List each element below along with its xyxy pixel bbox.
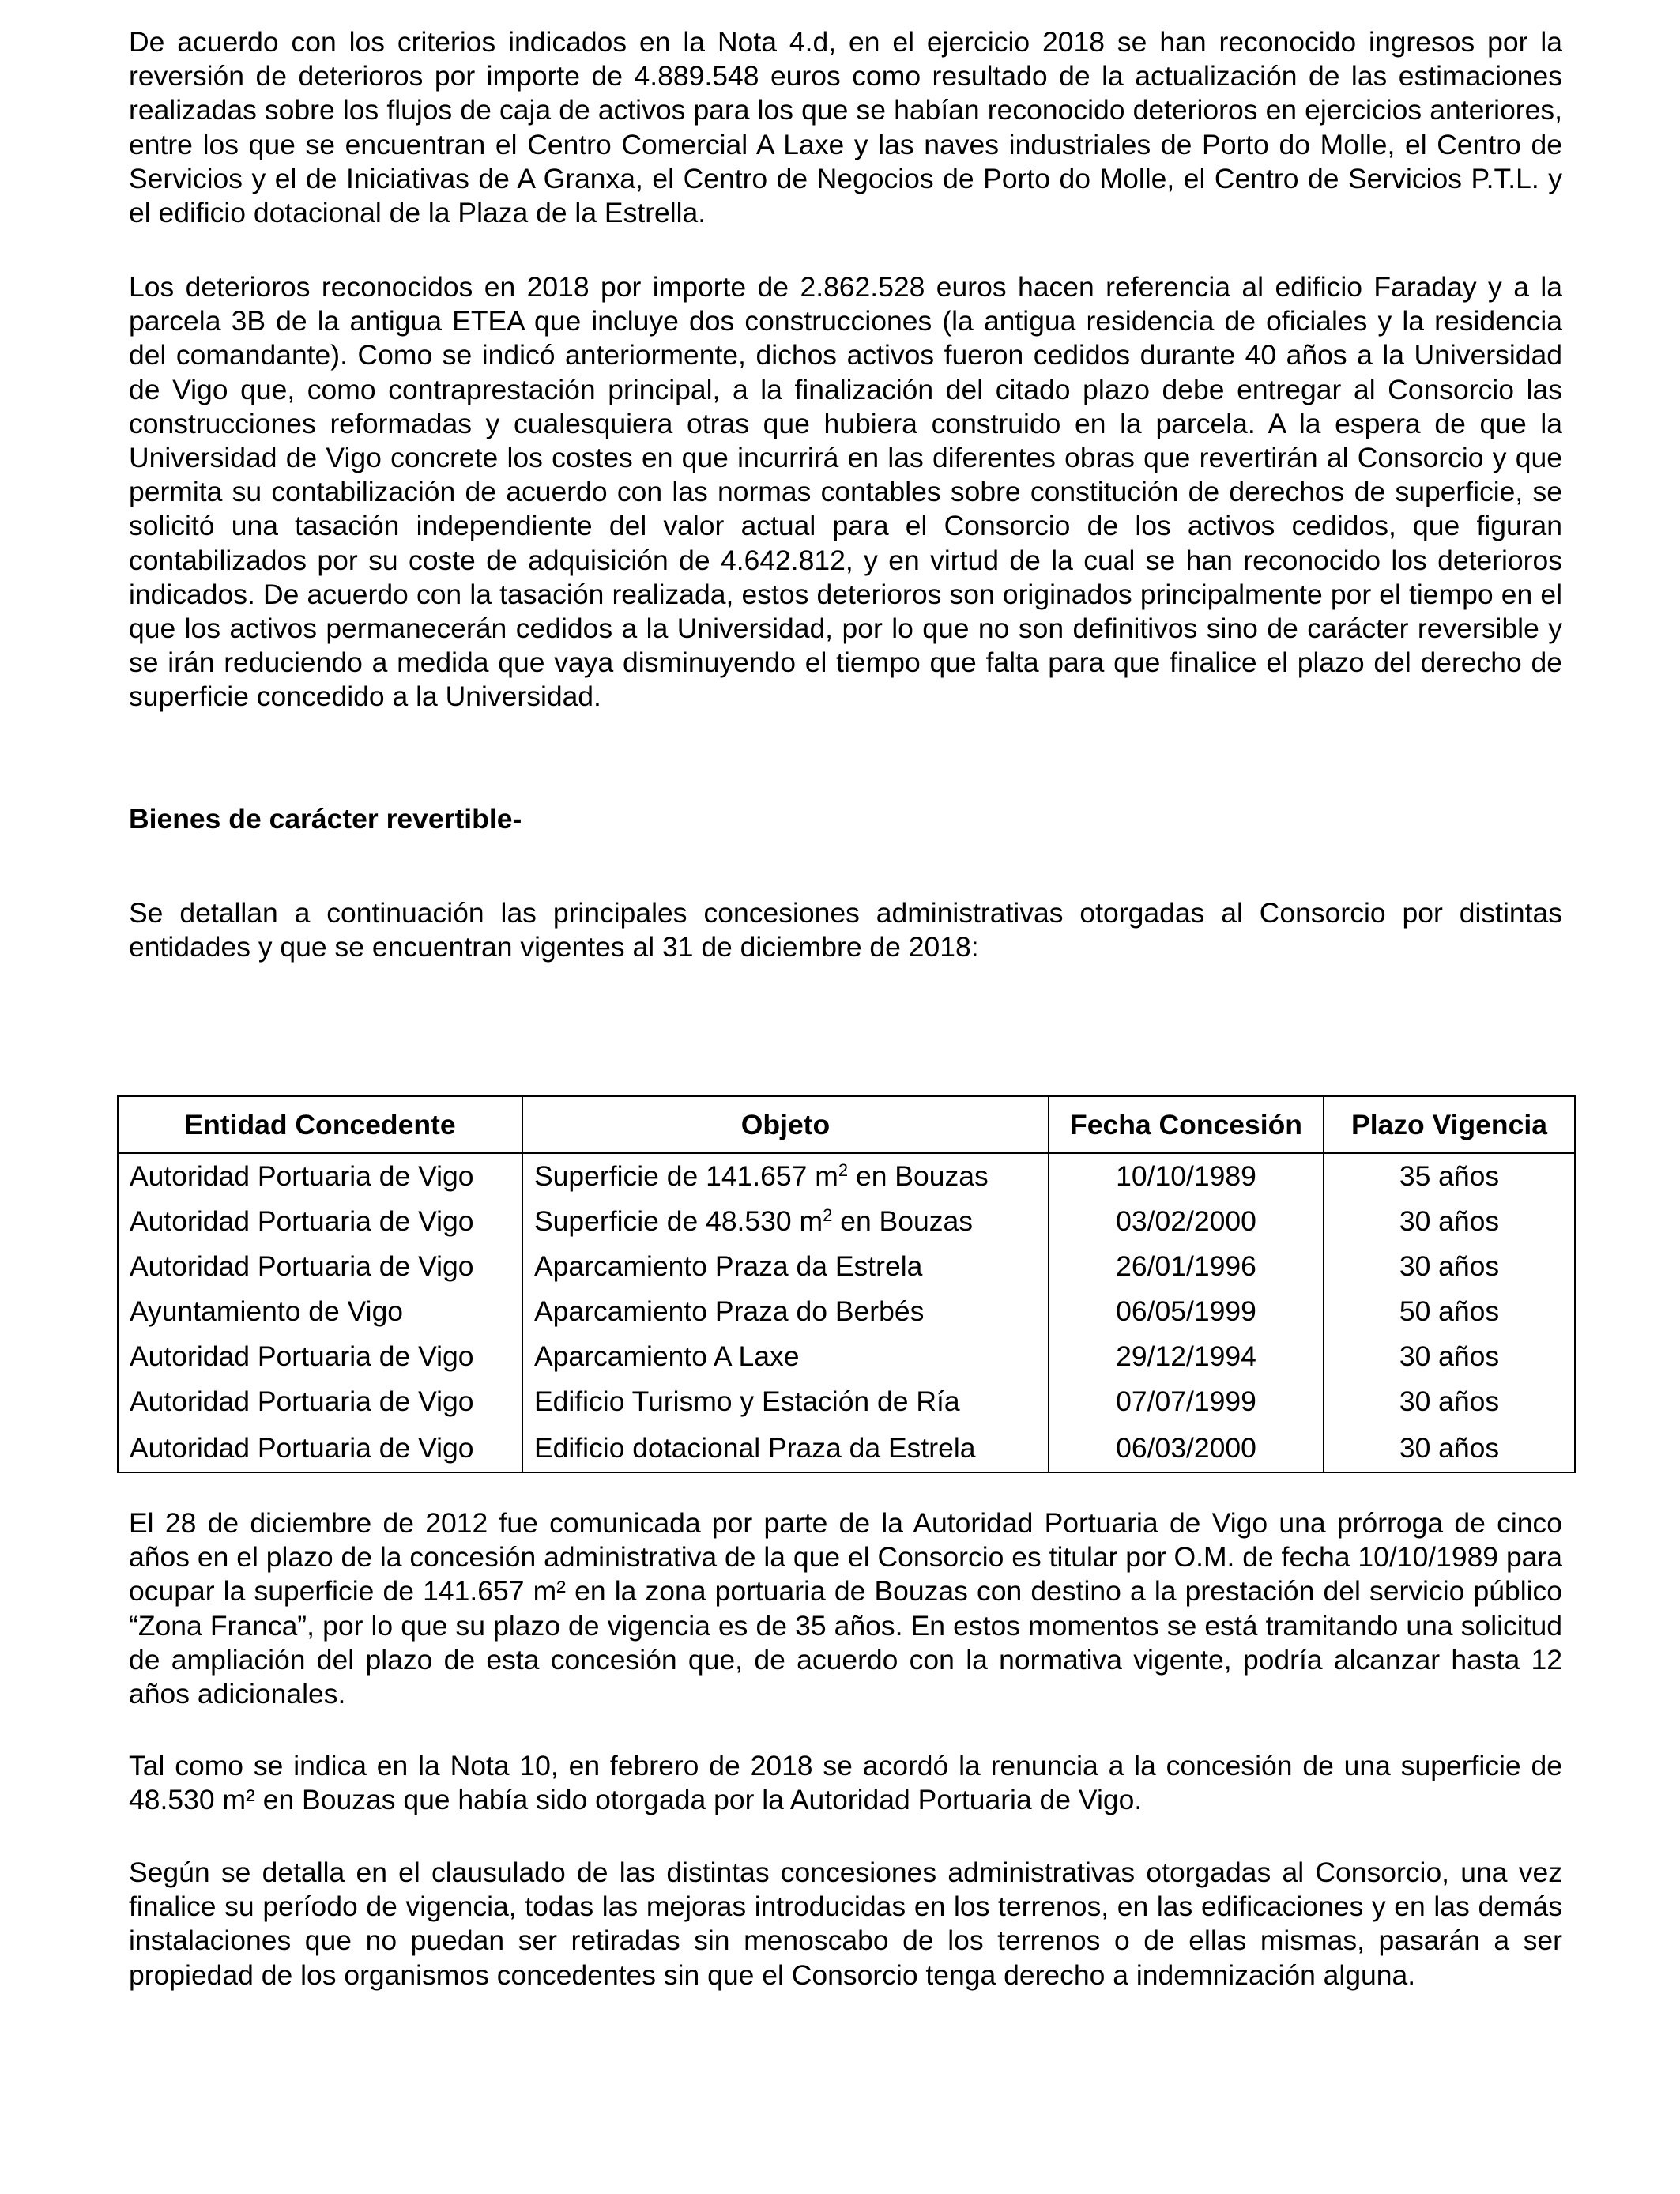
paragraph-deterioros-reconocidos: Los deterioros reconocidos en 2018 por importe de 2.862.528 euros hacen referencia al edificio Faraday y a la parcela 3B de la antigua ETEA que incluye dos construcciones (la antigua residencia de oficiales y la residencia del comandante). Como se indicó anteriormente, dichos activos fueron cedidos durante 40 años a la Universidad de Vigo que, como contraprestación principal, a la finalización del citado plazo debe entregar al Consorcio las construcciones reformadas y cualesquiera otras que hubiera construido en la parcela. A la espera de que la Universidad de Vigo concrete los costes en que incurrirá en las diferentes obras que revertirán al Consorcio y que permita su contabilización de acuerdo con las normas contables sobre constitución de derechos de superficie, se solicitó una tasación independiente del valor actual para el Consorcio de los activos cedidos, que figuran contabilizados por su coste de adquisición de 4.642.812, y en virtud de la cual se han reconocido los deterioros indicados. De acuerdo con la tasación realizada, estos deterioros son originados principalmente por el tiempo en el que los activos permanecerán cedidos a la Universidad, por lo que no son definitivos sino de carácter reversible y se irán reduciendo a medida que vaya disminuyendo el tiempo que falta para que finalice el plazo del derecho de superficie concedido a la Universidad. <box>129 271 1562 713</box>
cell-objeto: Aparcamiento Praza do Berbés <box>522 1289 1049 1334</box>
cell-entidad: Autoridad Portuaria de Vigo <box>118 1424 522 1472</box>
cell-plazo: 30 años <box>1324 1199 1575 1244</box>
paragraph-reversion-deterioros: De acuerdo con los criterios indicados en la Nota 4.d, en el ejercicio 2018 se han reconocido ingresos por la reversión de deterioros por importe de 4.889.548 euros como resultado de la actualización de las estimaciones realizadas sobre los flujos de caja de activos para los que se habían reconocido deterioros en ejercicios anteriores, entre los que se encuentran el Centro Comercial A Laxe y las naves industriales de Porto do Molle, el Centro de Servicios y el de Iniciativas de A Granxa, el Centro de Negocios de Porto do Molle, el Centro de Servicios P.T.L. y el edificio dotacional de la Plaza de la Estrella. <box>129 26 1562 229</box>
cell-entidad: Autoridad Portuaria de Vigo <box>118 1379 522 1424</box>
cell-entidad: Autoridad Portuaria de Vigo <box>118 1153 522 1199</box>
cell-plazo: 30 años <box>1324 1424 1575 1472</box>
cell-plazo: 35 años <box>1324 1153 1575 1199</box>
table-row <box>118 1334 1575 1379</box>
cell-objeto: Aparcamiento A Laxe <box>522 1334 1049 1379</box>
cell-objeto: Superficie de 141.657 $m^2$ en Bouzas <box>522 1153 1049 1199</box>
cell-fecha: 26/01/1996 <box>1049 1244 1324 1289</box>
paragraph-concesiones-intro: Se detallan a continuación las principales concesiones administrativas otorgadas al Consorcio por distintas entidades y que se encuentran vigentes al 31 de diciembre de 2018: <box>129 897 1562 963</box>
cell-objeto: Edificio dotacional Praza da Estrela <box>522 1424 1049 1472</box>
header-objeto: Objeto <box>522 1096 1049 1153</box>
cell-plazo: 30 años <box>1324 1334 1575 1379</box>
cell-fecha: 07/07/1999 <box>1049 1379 1324 1424</box>
paragraph-renuncia-concesion: Tal como se indica en la Nota 10, en febrero de 2018 se acordó la renuncia a la concesión de una superficie de 48.530 m² en Bouzas que había sido otorgada por la Autoridad Portuaria de Vigo. <box>129 1750 1562 1816</box>
header-entidad: Entidad Concedente <box>118 1096 522 1153</box>
header-plazo: Plazo Vigencia <box>1324 1096 1575 1153</box>
table-row <box>118 1379 1575 1424</box>
paragraph-prorroga-concesion: El 28 de diciembre de 2012 fue comunicada por parte de la Autoridad Portuaria de Vigo una prórroga de cinco años en el plazo de la concesión administrativa de la que el Consorcio es titular por O.M. de fecha 10/10/1989 para ocupar la superficie de 141.657 m² en la zona portuaria de Bouzas con destino a la prestación del servicio público “Zona Franca”, por lo que su plazo de vigencia es de 35 años. En estos momentos se está tramitando una solicitud de ampliación del plazo de esta concesión que, de acuerdo con la normativa vigente, podría alcanzar hasta 12 años adicionales. <box>129 1507 1562 1710</box>
cell-entidad: Autoridad Portuaria de Vigo <box>118 1244 522 1289</box>
cell-fecha: 29/12/1994 <box>1049 1334 1324 1379</box>
cell-objeto: Aparcamiento Praza da Estrela <box>522 1244 1049 1289</box>
paragraph-reversion-bienes: Según se detalla en el clausulado de las distintas concesiones administrativas otorgadas al Consorcio, una vez finalice su período de vigencia, todas las mejoras introducidas en los terrenos, en las edificaciones y en las demás instalaciones que no puedan ser retiradas sin menoscabo de los terrenos o de ellas mismas, pasarán a ser propiedad de los organismos concedentes sin que el Consorcio tenga derecho a indemnización alguna. <box>129 1857 1562 1991</box>
section-heading: Bienes de carácter revertible- <box>129 803 522 835</box>
cell-entidad: Autoridad Portuaria de Vigo <box>118 1334 522 1379</box>
cell-fecha: 06/03/2000 <box>1049 1424 1324 1472</box>
cell-fecha: 10/10/1989 <box>1049 1153 1324 1199</box>
cell-plazo: 30 años <box>1324 1244 1575 1289</box>
table-row <box>118 1153 1575 1199</box>
cell-plazo: 30 años <box>1324 1379 1575 1424</box>
cell-objeto: Superficie de 48.530 $m^2$ en Bouzas <box>522 1199 1049 1244</box>
concessions-table <box>117 1095 1576 1473</box>
table-row <box>118 1289 1575 1334</box>
table-header-row <box>118 1096 1575 1153</box>
cell-entidad: Ayuntamiento de Vigo <box>118 1289 522 1334</box>
cell-fecha: 03/02/2000 <box>1049 1199 1324 1244</box>
table-row <box>118 1199 1575 1244</box>
table-row <box>118 1244 1575 1289</box>
header-fecha: Fecha Concesión <box>1049 1096 1324 1153</box>
cell-objeto: Edificio Turismo y Estación de Ría <box>522 1379 1049 1424</box>
cell-plazo: 50 años <box>1324 1289 1575 1334</box>
cell-fecha: 06/05/1999 <box>1049 1289 1324 1334</box>
table-row <box>118 1424 1575 1472</box>
cell-entidad: Autoridad Portuaria de Vigo <box>118 1199 522 1244</box>
